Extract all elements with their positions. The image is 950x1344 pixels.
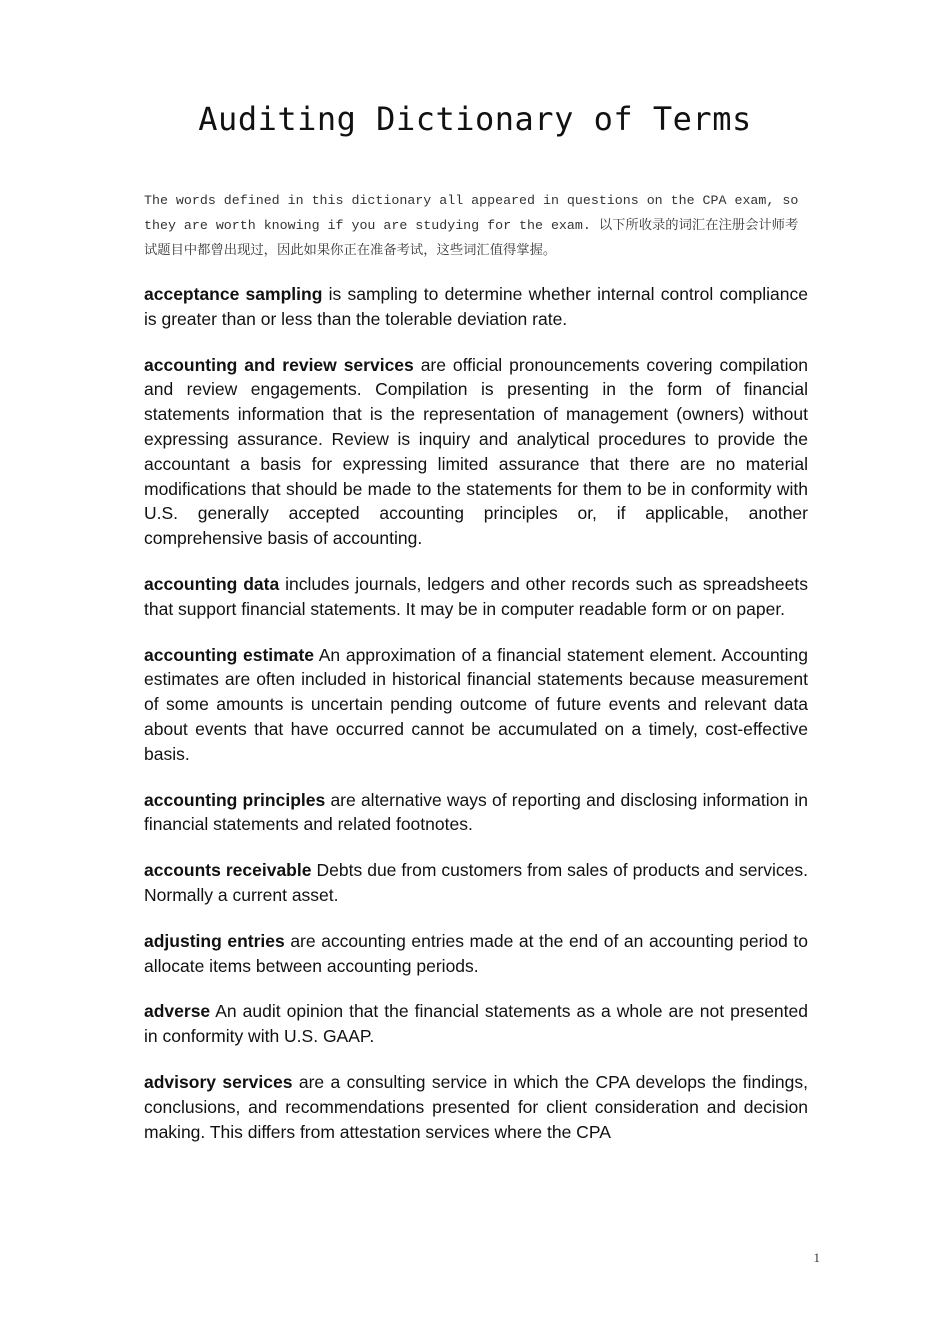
term-name: advisory services: [144, 1071, 293, 1092]
term-name: accounting principles: [144, 789, 326, 810]
term-name: adverse: [144, 1001, 211, 1022]
term-definition: Debts due from customers from sales of products and services. Normally a current asset.: [144, 860, 808, 905]
term-entry: [144, 788, 808, 838]
term-definition: are alternative ways of reporting and disclosing information in financial statements and related footnotes.: [144, 789, 808, 835]
term-definition: is sampling to determine whether internal control compliance is greater than or less than the tolerable deviation rate.: [144, 284, 808, 329]
term-entry: [144, 572, 808, 622]
term-name: accounting and review services: [144, 354, 414, 375]
term-definition: An audit opinion that the financial statements as a whole are not presented in conformity with U.S. GAAP.: [144, 1001, 808, 1047]
term-entry: [144, 929, 808, 979]
term-entry: [144, 999, 808, 1049]
term-entry: [144, 858, 808, 908]
term-list: [144, 282, 808, 1165]
term-definition: are official pronouncements covering compilation and review engagements. Compilation is presenting in the form of financial statements information that is the representation of management (owners) without expressing assurance. Review is inquiry and analytical procedures to provide the accountant a basis for expressing limited assurance that there are no material modifications that should be made to the statements for them to be in conformity with U.S. generally accepted accounting principles or, if applicable, another comprehensive basis of accounting.: [144, 354, 808, 549]
term-definition: are a consulting service in which the CPA develops the findings, conclusions, and recommendations presented for client consideration and decision making. This differs from attestation services where the CPA: [144, 1071, 808, 1142]
page-title: Auditing Dictionary of Terms: [198, 100, 752, 138]
term-name: adjusting entries: [144, 930, 285, 951]
term-definition: An approximation of a financial statement element. Accounting estimates are often included in historical financial statements because measurement of some amounts is uncertain pending outcome of future events and relevant data about events that have occurred cannot be accumulated on a timely, cost-effective basis.: [144, 644, 808, 764]
term-name: accounting data: [144, 573, 280, 594]
term-name: acceptance sampling: [144, 284, 323, 304]
term-entry: [144, 1070, 808, 1144]
term-definition: are accounting entries made at the end of an accounting period to allocate items between accounting periods.: [144, 930, 808, 976]
term-entry: [144, 282, 808, 332]
term-entry: [144, 353, 808, 551]
term-definition: includes journals, ledgers and other records such as spreadsheets that support financial statements. It may be in computer readable form or on paper.: [144, 573, 808, 619]
term-name: accounting estimate: [144, 644, 315, 665]
term-name: accounts receivable: [144, 860, 312, 881]
intro-paragraph: The words defined in this dictionary all appeared in questions on the CPA exam, so they are worth knowing if you are studying for the exam. 以下所收录的词汇在注册会计师考试题目中都曾出现过，因此如果你正在准备考试，这些词汇值得掌握。: [144, 193, 799, 258]
term-entry: [144, 643, 808, 767]
page-number: 1: [813, 1250, 820, 1265]
